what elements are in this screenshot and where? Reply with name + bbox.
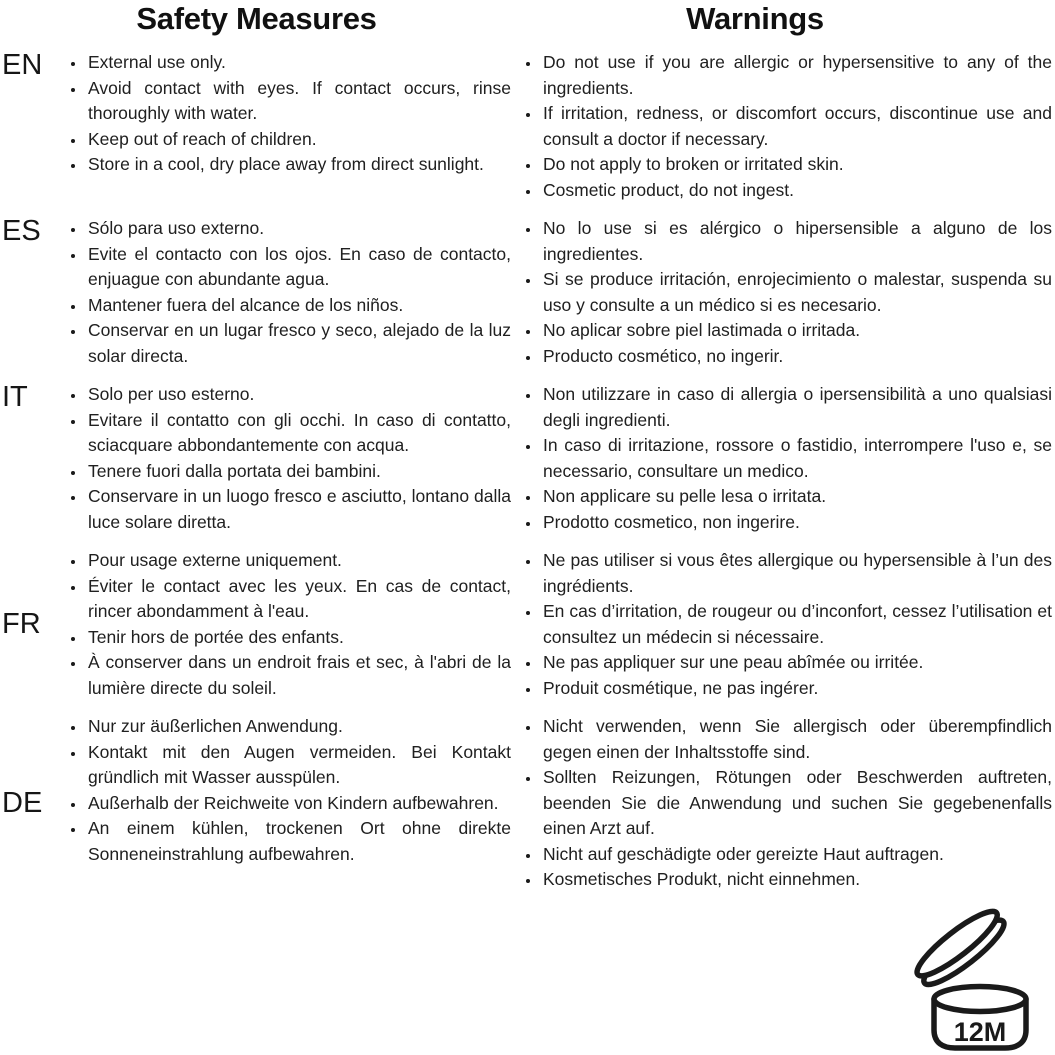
language-section-en (0, 50, 1055, 203)
warnings-list-de (519, 714, 1052, 893)
safety-item: • Keep out of reach of children. (86, 127, 511, 153)
warning-item: • Kosmetisches Produkt, nicht einnehmen. (541, 867, 1052, 893)
safety-list-it (64, 382, 511, 535)
safety-item: • Conservar en un lugar fresco y seco, alejado de la luz solar directa. (86, 318, 511, 369)
warning-item: • Sollten Reizungen, Rötungen oder Beschwerden auftreten, beenden Sie die Anwendung und suchen Sie gegebenenfalls einen Arzt auf. (541, 765, 1052, 842)
header (0, 0, 1055, 37)
warning-item: • In caso di irritazione, rossore o fastidio, interrompere l'uso e, se necessario, consultare un medico. (541, 433, 1052, 484)
safety-item: • External use only. (86, 50, 511, 76)
warning-item: • Si se produce irritación, enrojecimiento o malestar, suspenda su uso y consulte a un médico si es necesario. (541, 267, 1052, 318)
safety-item: • Éviter le contact avec les yeux. En cas de contact, rincer abondamment à l'eau. (86, 574, 511, 625)
warning-item: • If irritation, redness, or discomfort occurs, discontinue use and consult a doctor if necessary. (541, 101, 1052, 152)
safety-item: • Evitare il contatto con gli occhi. In caso di contatto, sciacquare abbondantemente con acqua. (86, 408, 511, 459)
warning-item: • Producto cosmético, no ingerir. (541, 344, 1052, 370)
safety-list-fr (64, 548, 511, 701)
safety-item: • An einem kühlen, trockenen Ort ohne direkte Sonneneinstrahlung aufbewahren. (86, 816, 511, 867)
warnings-list-es (519, 216, 1052, 369)
safety-item: • À conserver dans un endroit frais et sec, à l'abri de la lumière directe du soleil. (86, 650, 511, 701)
jar-lid-shape (910, 903, 1010, 992)
period-after-opening-symbol (902, 902, 1042, 1052)
warnings-list-it (519, 382, 1052, 535)
warning-item: • Produit cosmétique, ne pas ingérer. (541, 676, 1052, 702)
warning-item: • Do not use if you are allergic or hypersensitive to any of the ingredients. (541, 50, 1052, 101)
jar-mouth-shape (934, 987, 1026, 1012)
safety-item: • Tenere fuori dalla portata dei bambini. (86, 459, 511, 485)
safety-item: • Sólo para uso externo. (86, 216, 511, 242)
language-label-it: IT (2, 381, 28, 413)
warning-item: • Prodotto cosmetico, non ingerire. (541, 510, 1052, 536)
language-label-es: ES (2, 215, 41, 247)
language-section-de (0, 714, 1055, 893)
language-label-de: DE (2, 787, 43, 820)
language-section-it (0, 382, 1055, 535)
safety-list-es (64, 216, 511, 369)
safety-item: • Evite el contacto con los ojos. En caso de contacto, enjuague con abundante agua. (86, 242, 511, 293)
safety-measures-title: Safety Measures (136, 1, 377, 36)
warnings-title: Warnings (686, 1, 824, 36)
safety-item: • Conservare in un luogo fresco e asciutto, lontano dalla luce solare diretta. (86, 484, 511, 535)
pao-duration-label: 12M (953, 1017, 1007, 1047)
safety-item: • Avoid contact with eyes. If contact occurs, rinse thoroughly with water. (86, 76, 511, 127)
safety-list-de (64, 714, 511, 893)
warning-item: • Ne pas appliquer sur une peau abîmée ou irritée. (541, 650, 1052, 676)
warning-item: • Non applicare su pelle lesa o irritata. (541, 484, 1052, 510)
safety-item: • Pour usage externe uniquement. (86, 548, 511, 574)
safety-item: • Store in a cool, dry place away from direct sunlight. (86, 152, 511, 178)
warning-item: • Non utilizzare in caso di allergia o ipersensibilità a uno qualsiasi degli ingredienti. (541, 382, 1052, 433)
warnings-list-en (519, 50, 1052, 203)
language-section-fr (0, 548, 1055, 701)
safety-item: • Kontakt mit den Augen vermeiden. Bei Kontakt gründlich mit Wasser ausspülen. (86, 740, 511, 791)
safety-item: • Solo per uso esterno. (86, 382, 511, 408)
safety-item: • Mantener fuera del alcance de los niños. (86, 293, 511, 319)
language-label-fr: FR (2, 608, 41, 641)
warning-item: • No lo use si es alérgico o hipersensible a alguno de los ingredientes. (541, 216, 1052, 267)
warning-item: • Nicht verwenden, wenn Sie allergisch oder überempfindlich gegen einen der Inhaltsstoffe sind. (541, 714, 1052, 765)
safety-item: • Außerhalb der Reichweite von Kindern aufbewahren. (86, 791, 511, 817)
open-jar-icon (902, 902, 1042, 1052)
warning-item: • Do not apply to broken or irritated skin. (541, 152, 1052, 178)
language-section-es (0, 216, 1055, 369)
safety-item: • Tenir hors de portée des enfants. (86, 625, 511, 651)
language-label-en: EN (2, 49, 43, 81)
warning-item: • No aplicar sobre piel lastimada o irritada. (541, 318, 1052, 344)
safety-item: • Nur zur äußerlichen Anwendung. (86, 714, 511, 740)
warning-item: • Nicht auf geschädigte oder gereizte Haut auftragen. (541, 842, 1052, 868)
warning-item: • Ne pas utiliser si vous êtes allergique ou hypersensible à l’un des ingrédients. (541, 548, 1052, 599)
warning-item: • En cas d’irritation, de rougeur ou d’inconfort, cessez l’utilisation et consultez un médecin si nécessaire. (541, 599, 1052, 650)
warning-item: • Cosmetic product, do not ingest. (541, 178, 1052, 204)
label-body (0, 50, 1055, 893)
safety-list-en (64, 50, 511, 203)
warnings-list-fr (519, 548, 1052, 701)
